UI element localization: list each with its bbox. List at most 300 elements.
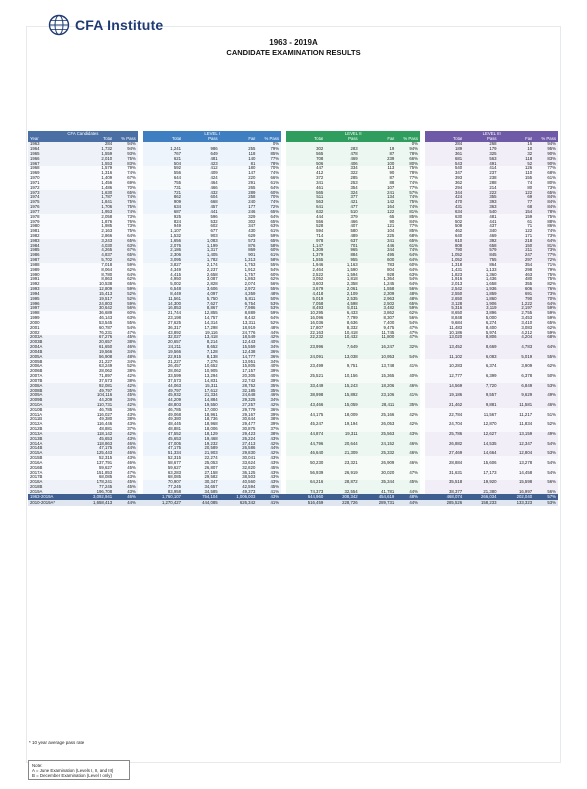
table-cell: 137,791 — [75, 461, 114, 466]
table-cell: 1,863 — [220, 277, 258, 282]
table-cell: 480 — [499, 277, 535, 282]
table-cell: 21,380 — [464, 490, 498, 495]
table-cell: 228,726 — [325, 500, 359, 506]
table-cell: 158,233 — [464, 500, 498, 506]
table-cell: 489 — [325, 234, 359, 239]
table-cell: 2,464 — [286, 268, 325, 273]
table-cell: 1,309 — [286, 248, 325, 253]
table-cell: 8,867 — [183, 306, 220, 311]
table-cell: 1994 — [28, 292, 75, 297]
table-cell: 1,405 — [183, 253, 220, 258]
table-cell: 107 — [360, 185, 397, 190]
table-cell: 72% — [257, 205, 281, 210]
table-cell: 218 — [499, 239, 535, 244]
table-cell: 466 — [325, 219, 359, 224]
table-cell: 1976 — [28, 205, 75, 210]
table-cell: 58,677 — [143, 461, 183, 466]
table-cell: 2015A — [28, 451, 75, 456]
table-cell: 53% — [534, 451, 558, 456]
table-cell: 2,522 — [286, 272, 325, 277]
table-cell: 46,640 — [286, 451, 325, 456]
table-cell: 60% — [396, 263, 420, 268]
table-cell: 121 — [360, 224, 397, 229]
title-text: CANDIDATE EXAMINATION RESULTS — [226, 48, 361, 57]
table-cell: 59% — [257, 311, 281, 316]
table-cell: 65% — [257, 219, 281, 224]
table-cell: 1,147 — [286, 243, 325, 248]
table-cell: 708 — [286, 156, 325, 161]
table-cell: 0% — [257, 142, 281, 147]
table-cell: 8,806 — [464, 335, 498, 340]
table-cell: 247 — [499, 253, 535, 258]
table-cell: 69 — [499, 195, 535, 200]
table-cell: 1984 — [28, 243, 75, 248]
table-cell: 14,757 — [183, 316, 220, 321]
table-cell: 444 — [286, 214, 325, 219]
table-cell: 75% — [396, 200, 420, 205]
table-cell: 42% — [257, 403, 281, 408]
table-cell: 361 — [425, 152, 464, 157]
table-cell: 516,459 — [286, 500, 325, 506]
table-cell: 59% — [114, 287, 138, 292]
table-cell: 12,777 — [425, 374, 464, 379]
table-cell: 13,311 — [220, 321, 258, 326]
table-cell: 1963 — [28, 142, 75, 147]
table-cell: 297 — [499, 258, 535, 263]
table-cell: 15,559 — [220, 345, 258, 350]
table-cell: 46% — [114, 494, 138, 500]
table-cell: 18,206 — [360, 383, 397, 388]
table-cell: 1,313 — [220, 258, 258, 263]
table-cell: 2006A — [28, 364, 75, 369]
table-cell: 1998 — [28, 311, 75, 316]
table-cell: 42% — [114, 374, 138, 379]
table-cell: 22,163 — [286, 330, 325, 335]
table-cell: 56% — [396, 316, 420, 321]
table-cell: 11,217 — [499, 412, 535, 417]
table-cell: 2004B — [28, 350, 75, 355]
table-cell: 32,820 — [220, 465, 258, 470]
table-cell: 1,052 — [425, 258, 464, 263]
table-cell: 55% — [534, 354, 558, 359]
table-cell: 508 — [425, 224, 464, 229]
table-cell: 46% — [257, 393, 281, 398]
table-cell: 2004A — [28, 345, 75, 350]
table-cell: 556 — [286, 219, 325, 224]
average-row — [28, 500, 558, 506]
table-cell: 77 — [499, 200, 535, 205]
table-cell: 61 — [499, 219, 535, 224]
table-cell: 637 — [325, 239, 359, 244]
table-cell: 26,224 — [220, 437, 258, 442]
table-cell: 1,052 — [425, 253, 464, 258]
table-cell: 1988 — [28, 263, 75, 268]
table-cell: 54% — [534, 461, 558, 466]
table-cell: 1,760,107 — [143, 494, 183, 500]
table-cell: 681 — [425, 156, 464, 161]
table-cell: 64% — [396, 253, 420, 258]
table-cell: 634 — [425, 210, 464, 215]
table-cell: 1975 — [28, 200, 75, 205]
table-cell: 12,855 — [183, 311, 220, 316]
table-cell: 14,300 — [143, 301, 183, 306]
table-cell: 39% — [257, 369, 281, 374]
table-cell: 72% — [534, 258, 558, 263]
col-l1-fail: Fail — [220, 137, 258, 142]
table-cell: 65% — [114, 239, 138, 244]
table-cell: 754,104 — [183, 494, 220, 500]
table-cell: 13,294 — [183, 374, 220, 379]
table-cell: 82% — [534, 282, 558, 287]
table-cell: 347 — [220, 224, 258, 229]
table-cell: 901 — [220, 253, 258, 258]
table-cell: 59% — [534, 311, 558, 316]
table-cell: 2008B — [28, 388, 75, 393]
table-cell: 329 — [220, 214, 258, 219]
table-cell: 506 — [286, 161, 325, 166]
table-cell: 94% — [114, 147, 138, 152]
table-cell: 47,175 — [75, 446, 114, 451]
table-cell: 441 — [464, 219, 498, 224]
table-cell: 35% — [396, 403, 420, 408]
table-cell: 1987 — [28, 258, 75, 263]
table-cell: 2008A — [28, 383, 75, 388]
table-cell: 18,968 — [183, 422, 220, 427]
table-cell: 47% — [396, 470, 420, 475]
table-cell: 14,664 — [464, 451, 498, 456]
table-cell: 3,083 — [499, 325, 535, 330]
table-cell: 73% — [534, 292, 558, 297]
table-cell: 55% — [257, 263, 281, 268]
table-cell: 11,561 — [143, 297, 183, 302]
table-cell: 22,784 — [425, 412, 464, 417]
table-cell: 288 — [464, 181, 498, 186]
table-cell: 73% — [534, 185, 558, 190]
table-cell: 65% — [114, 190, 138, 195]
table-cell: 532 — [183, 219, 220, 224]
table-cell: 62% — [396, 311, 420, 316]
table-cell: 8,636 — [325, 321, 359, 326]
table-cell: 1967 — [28, 161, 75, 166]
table-cell: 2003A — [28, 335, 75, 340]
table-cell: 241 — [360, 190, 397, 195]
table-cell: 808 — [425, 243, 464, 248]
table-cell: 495 — [360, 253, 397, 258]
table-cell: 46% — [114, 345, 138, 350]
table-cell: 1,456 — [75, 181, 114, 186]
table-cell: 47,005 — [143, 441, 183, 446]
table-cell: 565 — [286, 190, 325, 195]
table-cell: 412 — [286, 171, 325, 176]
table-cell: 54% — [534, 441, 558, 446]
table-cell: 7,627 — [183, 301, 220, 306]
table-cell: 65% — [534, 321, 558, 326]
table-cell: 45,932 — [143, 393, 183, 398]
table-cell: 15,311 — [183, 383, 220, 388]
table-cell: 1,199 — [183, 243, 220, 248]
table-cell: 7,799 — [325, 316, 359, 321]
table-cell: 3,603 — [286, 282, 325, 287]
table-cell: 19,550 — [183, 403, 220, 408]
table-cell: 64% — [396, 282, 420, 287]
table-cell: 10,538 — [75, 282, 114, 287]
table-cell: 302 — [286, 147, 325, 152]
table-cell: 2,972 — [220, 287, 258, 292]
table-cell: 23,996 — [286, 345, 325, 350]
table-cell: 54% — [257, 268, 281, 273]
table-cell: 32,554 — [325, 490, 359, 495]
table-cell: 7,649 — [325, 345, 359, 350]
table-cell: 634 — [143, 205, 183, 210]
table-cell: 4,359 — [220, 292, 258, 297]
table-cell: 30,644 — [220, 417, 258, 422]
table-cell: 1981 — [28, 229, 75, 234]
table-cell: 8,400 — [464, 325, 498, 330]
table-cell: 10 — [499, 147, 535, 152]
table-cell: 60% — [257, 272, 281, 277]
table-cell: 2015B — [28, 456, 75, 461]
table-cell: 44,796 — [286, 441, 325, 446]
table-cell: 6,548 — [143, 287, 183, 292]
table-cell: 2,058 — [75, 214, 114, 219]
table-cell: 38% — [257, 432, 281, 437]
col-cand-pass-pct: % Pass — [114, 137, 138, 142]
table-cell: 565 — [286, 152, 325, 157]
table-cell: 3,243 — [75, 239, 114, 244]
table-cell: 24,091 — [286, 354, 325, 359]
table-cell: 7,400 — [360, 321, 397, 326]
table-cell: 701 — [325, 243, 359, 248]
table-cell: 2017A — [28, 470, 75, 475]
table-cell: 37% — [114, 427, 138, 432]
table-cell: 29,167 — [220, 412, 258, 417]
table-cell: 26,919 — [325, 470, 359, 475]
table-cell: 85% — [396, 214, 420, 219]
table-cell: 100 — [360, 161, 397, 166]
table-cell: 63% — [396, 272, 420, 277]
table-cell: 19 — [360, 147, 397, 152]
table-cell: 334 — [325, 166, 359, 171]
table-cell: 16,997 — [499, 490, 535, 495]
table-cell: 36% — [257, 350, 281, 355]
table-cell: 1983 — [28, 239, 75, 244]
col-l3-total: Total — [425, 137, 464, 142]
table-cell: 824 — [143, 219, 183, 224]
table-cell: 1993 — [28, 287, 75, 292]
table-cell: 308,342 — [325, 494, 359, 500]
table-cell: 61% — [257, 229, 281, 234]
table-cell: 189 — [425, 147, 464, 152]
table-cell: 9,684 — [425, 321, 464, 326]
table-cell: 14,884 — [183, 398, 220, 403]
table-cell: 33,624 — [220, 461, 258, 466]
table-cell: 90 — [360, 219, 397, 224]
table-cell: 1,985 — [75, 224, 114, 229]
table-cell: 903 — [183, 234, 220, 239]
table-cell: 20,589 — [183, 446, 220, 451]
table-cell: 59% — [534, 306, 558, 311]
table-cell: 43,466 — [286, 403, 325, 408]
table-cell: 1,859 — [464, 292, 498, 297]
table-cell: 88 — [360, 181, 397, 186]
table-cell: 84% — [534, 205, 558, 210]
table-cell: 43% — [114, 456, 138, 461]
table-cell: 1,083 — [183, 239, 220, 244]
table-cell: 133,323 — [499, 500, 535, 506]
table-cell: 4,097 — [183, 292, 220, 297]
table-cell: 291 — [220, 181, 258, 186]
table-cell: 4,212 — [499, 330, 535, 335]
table-cell: 73% — [114, 224, 138, 229]
table-cell: 9,751 — [325, 364, 359, 369]
table-cell: 46,785 — [75, 408, 114, 413]
table-cell: 239 — [360, 156, 397, 161]
table-cell: 18,549 — [220, 335, 258, 340]
table-cell: 5,011 — [325, 306, 359, 311]
table-cell: 377 — [325, 195, 359, 200]
table-cell: 87 — [360, 176, 397, 181]
table-cell: 68,085 — [75, 475, 114, 480]
table-cell: 80% — [534, 181, 558, 186]
table-cell: 52,315 — [143, 456, 183, 461]
table-cell: 76% — [534, 287, 558, 292]
table-cell: 78% — [396, 152, 420, 157]
table-cell: 17,612 — [183, 388, 220, 393]
table-cell: 65 — [360, 214, 397, 219]
table-cell: 4,030 — [75, 243, 114, 248]
table-cell: 113 — [360, 166, 397, 171]
table-cell: 441 — [183, 210, 220, 215]
table-cell: 64% — [534, 301, 558, 306]
table-cell: 63% — [114, 316, 138, 321]
table-cell: 64% — [257, 185, 281, 190]
table-cell: 44,209 — [143, 398, 183, 403]
table-cell: 32% — [396, 345, 420, 350]
table-cell: 74% — [396, 195, 420, 200]
table-cell: 64% — [257, 214, 281, 219]
table-cell: 8,064 — [75, 268, 114, 273]
logo-text: CFA Institute — [75, 17, 164, 33]
table-cell: 48% — [114, 354, 138, 359]
table-cell: 52% — [534, 422, 558, 427]
table-cell: 5,316 — [425, 306, 464, 311]
table-cell: 20,657 — [143, 340, 183, 345]
table-cell: 1,409 — [75, 176, 114, 181]
table-cell: 39% — [257, 379, 281, 384]
table-cell: 2011B — [28, 417, 75, 422]
table-cell: 1964 — [28, 147, 75, 152]
table-cell: 40% — [257, 340, 281, 345]
table-cell: 580 — [325, 229, 359, 234]
table-cell: 35% — [257, 383, 281, 388]
table-cell: 58% — [257, 243, 281, 248]
table-cell: 407 — [325, 224, 359, 229]
table-cell: 755 — [464, 258, 498, 263]
table-cell: 641 — [286, 205, 325, 210]
table-cell: 42% — [396, 412, 420, 417]
table-cell: 767 — [143, 152, 183, 157]
table-cell: 32 — [499, 152, 535, 157]
table-cell: 92,081 — [75, 383, 114, 388]
table-cell: 53% — [534, 383, 558, 388]
table-cell: 60% — [257, 248, 281, 253]
table-cell: 2,502 — [360, 301, 397, 306]
table-cell: 48% — [396, 297, 420, 302]
table-cell: 392 — [464, 239, 498, 244]
table-cell: 22,915 — [143, 354, 183, 359]
table-cell: 432 — [183, 190, 220, 195]
table-cell: 12,809 — [75, 287, 114, 292]
table-cell: 90% — [534, 161, 558, 166]
table-cell: 3,679 — [286, 287, 325, 292]
table-cell: 563 — [464, 156, 498, 161]
table-cell: 2013A — [28, 432, 75, 437]
table-cell: 67,276 — [75, 335, 114, 340]
table-cell: 621 — [143, 156, 183, 161]
table-cell: 7,986 — [220, 306, 258, 311]
table-cell: 23,198 — [143, 316, 183, 321]
table-cell: 13,038 — [325, 354, 359, 359]
table-cell: 13,748 — [360, 364, 397, 369]
table-cell: 444,085 — [183, 500, 220, 506]
table-cell: 2014A — [28, 441, 75, 446]
table-cell: 8,138 — [183, 354, 220, 359]
table-cell: 45,653 — [143, 437, 183, 442]
table-cell: 122 — [499, 190, 535, 195]
table-cell: 2,542 — [425, 287, 464, 292]
table-cell: 14,458 — [499, 470, 535, 475]
table-cell: 74% — [114, 171, 138, 176]
table-cell: 40% — [257, 374, 281, 379]
table-cell: 84% — [534, 200, 558, 205]
table-cell: 22,742 — [220, 379, 258, 384]
table-cell: 1,656 — [143, 239, 183, 244]
table-cell: 116,027 — [75, 412, 114, 417]
table-cell: 469 — [325, 156, 359, 161]
table-cell: 64% — [257, 316, 281, 321]
table-cell: 1,270,427 — [143, 500, 183, 506]
table-cell: 20,657 — [75, 340, 114, 345]
table-cell: 24,211 — [143, 345, 183, 350]
table-cell: 30,020 — [360, 470, 397, 475]
table-cell: 540 — [464, 210, 498, 215]
table-cell: 477 — [325, 205, 359, 210]
table-cell: 21,462 — [425, 403, 464, 408]
table-cell: 19,920 — [464, 480, 498, 485]
table-cell: 16,247 — [360, 345, 397, 350]
table-cell: 54% — [396, 321, 420, 326]
table-cell: 1989 — [28, 268, 75, 273]
table-cell: 283 — [325, 147, 359, 152]
table-cell: 13,452 — [425, 345, 464, 350]
table-cell: 32,185 — [220, 388, 258, 393]
table-cell: 83% — [114, 161, 138, 166]
table-cell: 285,526 — [425, 500, 464, 506]
table-cell: 7,276 — [183, 359, 220, 364]
table-cell: 289 — [220, 190, 258, 195]
table-cell: 63% — [257, 224, 281, 229]
table-cell: 36,317 — [143, 325, 183, 330]
table-cell: 44% — [114, 500, 138, 506]
table-cell: 2017B — [28, 475, 75, 480]
table-cell: 16,853 — [143, 306, 183, 311]
table-cell: 2,074 — [220, 282, 258, 287]
table-cell: 2005A — [28, 354, 75, 359]
table-cell: 38% — [114, 340, 138, 345]
table-cell: 10,186 — [425, 330, 464, 335]
table-cell: 7,018 — [75, 263, 114, 268]
table-cell: 31,631 — [425, 470, 464, 475]
